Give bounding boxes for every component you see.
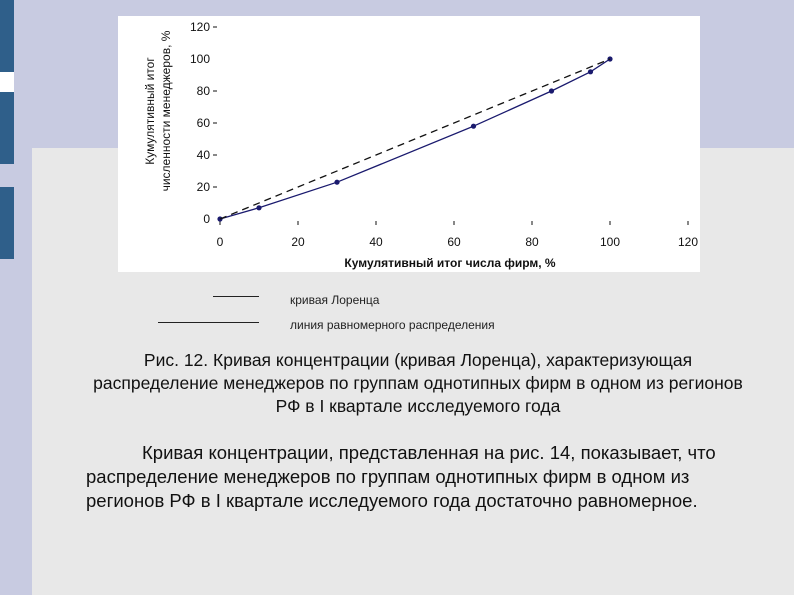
body-paragraph: Кривая концентрации, представленная на рис. 14, показывает, что распределение менеджеров по группам однотипных фирм в одном из регионов РФ в I квартале исследуемого года достаточно равномерное. [86,442,716,511]
lorenz-data-point [588,69,593,74]
x-tick-label: 40 [369,235,383,249]
lorenz-chart [118,16,700,272]
x-tick-label: 80 [525,235,539,249]
figure-caption: Рис. 12. Кривая концентрации (кривая Лоренца), характеризующая распределение менеджеров по группам однотипных фирм в одном из регионов РФ в I квартале исследуемого года [93,350,743,416]
y-tick-label: 100 [189,52,210,66]
chart-series [217,56,612,221]
legend-uniform-label: линия равномерного распределения [290,318,495,332]
x-tick-label: 60 [447,235,461,249]
lorenz-data-point [334,180,339,185]
accent-bar-3 [0,187,14,259]
y-tick-label: 0 [203,212,210,226]
accent-bar-2 [0,92,14,164]
x-axis-label: Кумулятивный итог числа фирм, % [344,256,556,270]
y-tick-label: 20 [196,180,210,194]
lorenz-data-point [471,124,476,129]
y-tick-label: 80 [196,84,210,98]
x-tick-label: 100 [599,235,621,249]
lorenz-data-point [256,205,261,210]
legend-lorenz-label: кривая Лоренца [290,293,380,307]
y-tick-label: 40 [196,148,210,162]
y-tick-label: 120 [189,20,210,34]
chart-axes [190,20,698,249]
x-tick-label: 0 [216,235,224,249]
chart-area [118,16,700,272]
legend-uniform-line [158,322,259,323]
lorenz-data-point [549,88,554,93]
y-axis-label-line2: численности менеджеров, % [159,30,173,192]
y-axis-label-line1: Кумулятивный итог [143,57,157,165]
x-tick-label: 120 [677,235,699,249]
y-tick-label: 60 [196,116,210,130]
uniform-distribution-line [220,59,610,219]
x-tick-label: 20 [291,235,305,249]
accent-bar-1 [0,0,14,72]
legend-lorenz-line [213,296,259,297]
